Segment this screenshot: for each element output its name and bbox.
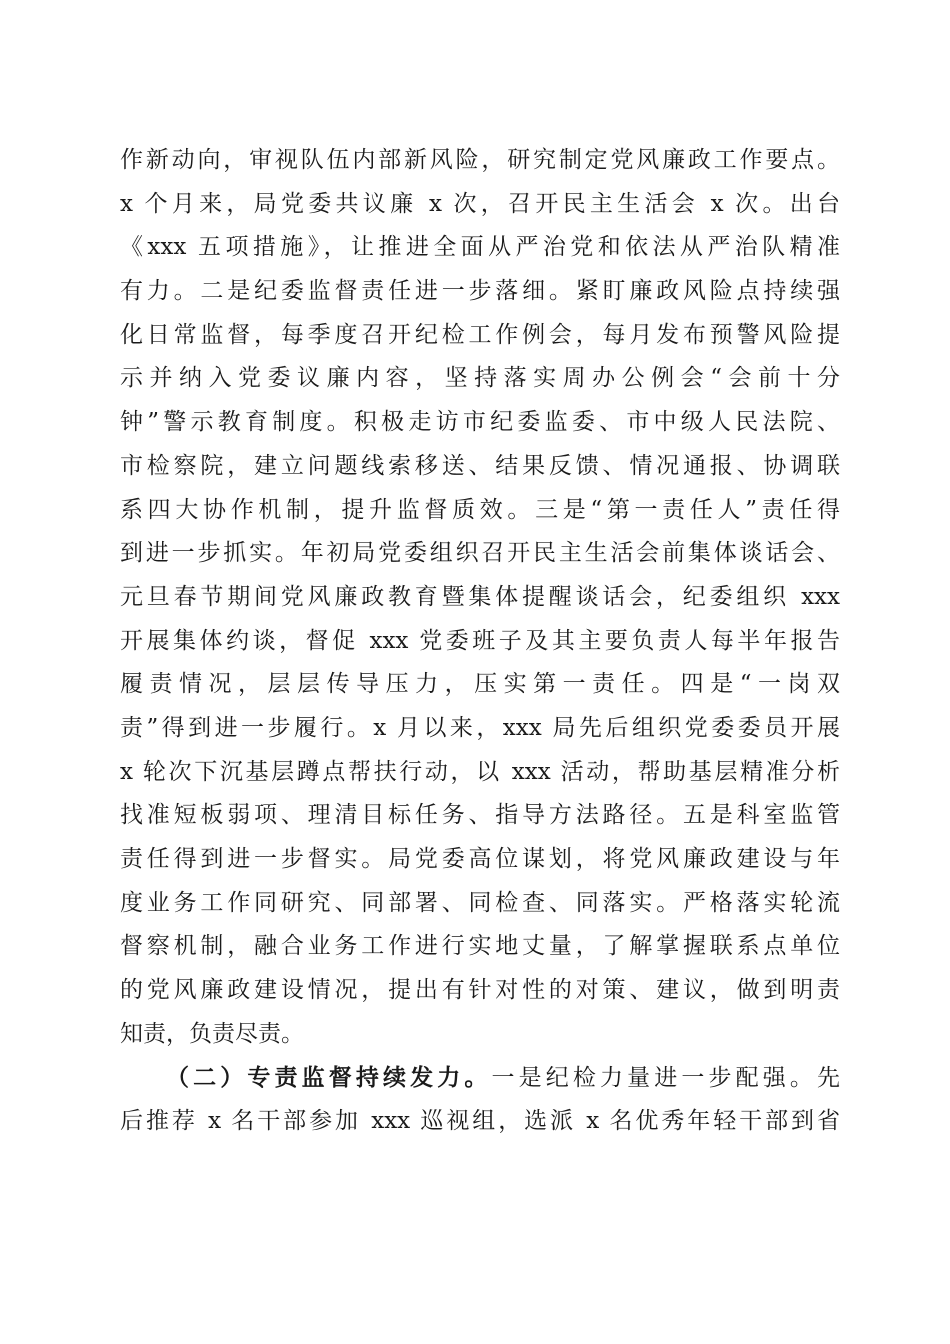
text-line: 责任得到进一步督实。局党委高位谋划，将党风廉政建设与年	[120, 846, 840, 872]
section-heading-line	[120, 1056, 840, 1100]
text-line: 知责，负责尽责。	[120, 1020, 304, 1047]
section-heading: （二）专责监督持续发力。	[166, 1064, 492, 1092]
text-line: 化日常监督，每季度召开纪检工作例会，每月发布预警风险提	[120, 321, 840, 348]
text-line: 《xxx 五项措施》，让推进全面从严治党和依法从严治队精准	[120, 234, 840, 261]
text-line: 系四大协作机制，提升监督质效。三是“第一责任人”责任得	[120, 496, 840, 523]
text-line: 责”得到进一步履行。x 月以来，xxx 局先后组织党委委员开展	[120, 714, 840, 741]
text-line: x 个月来，局党委共议廉 x 次，召开民主生活会 x 次。出台	[120, 190, 840, 217]
text-line: 督察机制，融合业务工作进行实地丈量，了解掌握联系点单位	[120, 933, 840, 960]
text-line: x 轮次下沉基层蹲点帮扶行动，以 xxx 活动，帮助基层精准分析	[120, 758, 840, 785]
document-body	[120, 139, 840, 1144]
text-line: 的党风廉政建设情况，提出有针对性的对策、建议，做到明责	[120, 977, 840, 1004]
text-line: 有力。二是纪委监督责任进一步落细。紧盯廉政风险点持续强	[120, 278, 840, 305]
text-line: 找准短板弱项、理清目标任务、指导方法路径。五是科室监管	[120, 802, 840, 829]
text-line: 示并纳入党委议廉内容，坚持落实周办公例会“会前十分	[120, 365, 840, 392]
text-line: 元旦春节期间党风廉政教育暨集体提醒谈话会，纪委组织 xxx	[120, 583, 840, 610]
text-line: 后推荐 x 名干部参加 xxx 巡视组，选派 x 名优秀年轻干部到省	[120, 1108, 840, 1135]
text-line: 开展集体约谈，督促 xxx 党委班子及其主要负责人每半年报告	[120, 627, 840, 654]
text-line: 履责情况，层层传导压力，压实第一责任。四是“一岗双	[120, 671, 840, 698]
section-heading-rest: 一是纪检力量进一步配强。先	[491, 1065, 840, 1092]
text-line: 钟”警示教育制度。积极走访市纪委监委、市中级人民法院、	[120, 409, 840, 436]
text-line: 度业务工作同研究、同部署、同检查、同落实。严格落实轮流	[120, 889, 840, 916]
text-line: 到进一步抓实。年初局党委组织召开民主生活会前集体谈话会、	[120, 540, 840, 567]
text-line: 作新动向，审视队伍内部新风险，研究制定党风廉政工作要点。	[120, 147, 840, 173]
text-line: 市检察院，建立问题线索移送、结果反馈、情况通报、协调联	[120, 452, 840, 479]
